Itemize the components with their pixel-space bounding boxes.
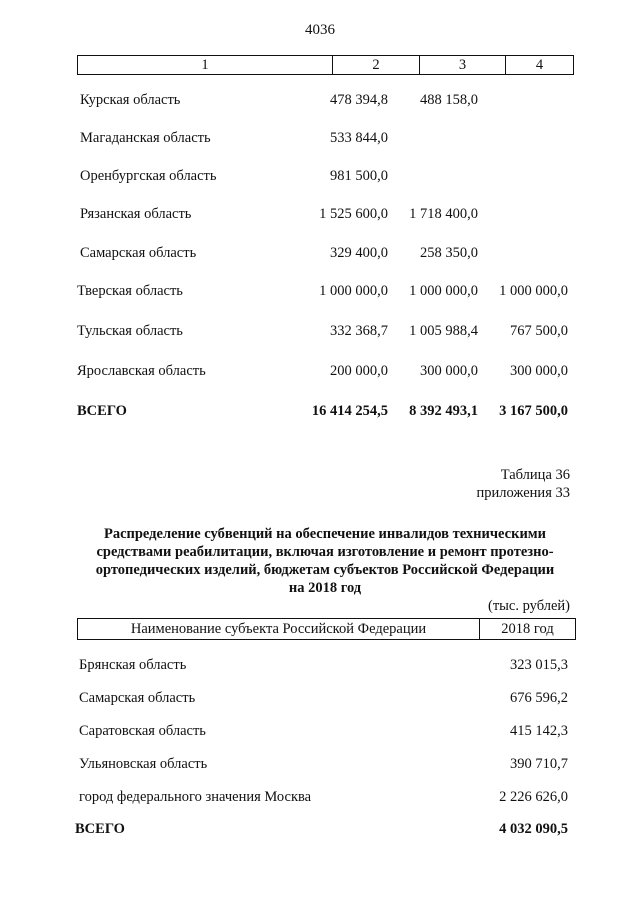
table-row: [0, 204, 640, 224]
value-col2: 1 525 600,0: [319, 206, 388, 222]
value-col2: 200 000,0: [330, 363, 388, 379]
value-col2: 332 368,7: [330, 323, 388, 339]
table-row: [0, 655, 640, 675]
table-row: [0, 90, 640, 110]
table-title-line: средствами реабилитации, включая изготовление и ремонт протезно-: [96, 544, 554, 560]
region-name: Магаданская область: [80, 130, 211, 146]
value-col3: 1 005 988,4: [409, 323, 478, 339]
region-name: Брянская область: [79, 657, 187, 673]
value-col3: 488 158,0: [420, 92, 478, 108]
total-row: [0, 819, 640, 839]
region-value: 415 142,3: [510, 723, 568, 739]
table-title-line: ортопедических изделий, бюджетам субъектов Российской Федерации: [95, 562, 555, 578]
region-name: Ульяновская область: [79, 756, 208, 772]
value-col3: 1 718 400,0: [409, 206, 478, 222]
table1-header-col1: 1: [201, 57, 209, 73]
table1-header: [77, 55, 574, 75]
table-row: [0, 128, 640, 148]
region-value: 323 015,3: [510, 657, 568, 673]
value-col4: 767 500,0: [510, 323, 568, 339]
region-name: Оренбургская область: [80, 168, 217, 184]
table-row: [0, 281, 640, 301]
value-col4: 1 000 000,0: [499, 283, 568, 299]
total-label: ВСЕГО: [77, 403, 127, 419]
table-title-line: Распределение субвенций на обеспечение инвалидов техническими: [103, 526, 547, 542]
table-title-line: на 2018 год: [288, 580, 362, 596]
total-label: ВСЕГО: [75, 821, 125, 837]
region-value: 676 596,2: [510, 690, 568, 706]
table-row: [0, 243, 640, 263]
total-value: 4 032 090,5: [499, 821, 568, 837]
table-row: [0, 688, 640, 708]
total-col4: 3 167 500,0: [499, 403, 568, 419]
region-name: Саратовская область: [79, 723, 206, 739]
value-col2: 329 400,0: [330, 245, 388, 261]
table-row: [0, 361, 640, 381]
table2-header-year: 2018 год: [501, 621, 554, 637]
region-name: Ярославская область: [77, 363, 206, 379]
region-name: Самарская область: [79, 690, 196, 706]
region-name: Тверская область: [77, 283, 183, 299]
table2-header: [77, 618, 576, 640]
value-col2: 533 844,0: [330, 130, 388, 146]
value-col3: 258 350,0: [420, 245, 478, 261]
value-col3: 300 000,0: [420, 363, 478, 379]
region-value: 390 710,7: [510, 756, 568, 772]
value-col2: 1 000 000,0: [319, 283, 388, 299]
table-title: [70, 525, 580, 597]
value-col4: 300 000,0: [510, 363, 568, 379]
units-label: (тыс. рублей): [488, 598, 570, 614]
table2-header-name: Наименование субъекта Российской Федерации: [130, 621, 427, 637]
region-value: 2 226 626,0: [499, 789, 568, 805]
total-col2: 16 414 254,5: [311, 403, 388, 419]
table-row: [0, 321, 640, 341]
region-name: Рязанская область: [80, 206, 192, 222]
table-row: [0, 754, 640, 774]
table-row: [0, 166, 640, 186]
table-number: Таблица 36: [500, 467, 570, 483]
table1-header-col4: 4: [535, 57, 544, 73]
table-row: [0, 787, 640, 807]
page-number: 4036: [305, 22, 335, 38]
region-name: Тульская область: [77, 323, 183, 339]
table1-header-col3: 3: [458, 57, 467, 73]
total-col3: 8 392 493,1: [409, 403, 478, 419]
value-col3: 1 000 000,0: [409, 283, 478, 299]
region-name: город федерального значения Москва: [79, 789, 312, 805]
region-name: Самарская область: [80, 245, 197, 261]
table1-header-col2: 2: [372, 57, 380, 73]
value-col2: 478 394,8: [330, 92, 388, 108]
table-row: [0, 721, 640, 741]
value-col2: 981 500,0: [330, 168, 388, 184]
appendix-reference: приложения 33: [476, 485, 570, 501]
total-row: [0, 401, 640, 421]
region-name: Курская область: [80, 92, 181, 108]
